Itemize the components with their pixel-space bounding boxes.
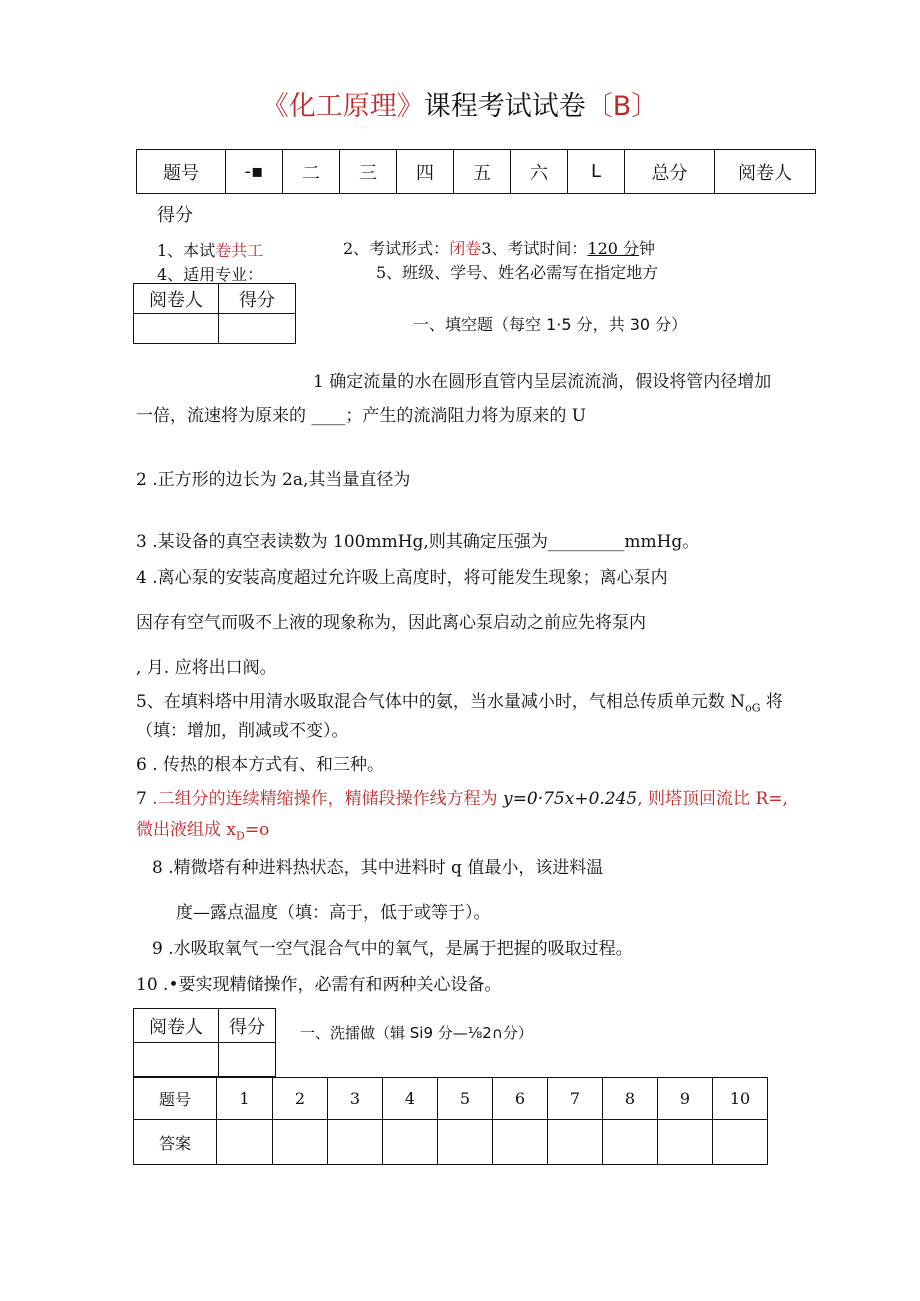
score-header-cell: 六	[511, 150, 568, 194]
answer-number: 2	[273, 1078, 328, 1120]
grader-box-2	[133, 1008, 276, 1077]
question-5-text-a: 5、在填料塔中用清水吸取混合气体中的氨，当水量减小时，气相总传质单元数 N	[136, 692, 746, 712]
answer-cell[interactable]	[273, 1120, 328, 1165]
info-item-1-red: 卷共工	[215, 241, 264, 260]
question-1-line-2: 一倍，流速将为原来的 ____；产生的流淌阻力将为原来的 U	[136, 406, 587, 426]
answer-cell[interactable]	[328, 1120, 383, 1165]
answer-number: 9	[658, 1078, 713, 1120]
title-course: 《化工原理》	[261, 91, 424, 122]
question-7-text-red-2: , 则塔顶回流比 R=,	[637, 789, 788, 809]
grader-score-cell[interactable]	[219, 1043, 276, 1077]
answer-number: 7	[548, 1078, 603, 1120]
answer-cell[interactable]	[493, 1120, 548, 1165]
info-items-2-3	[343, 236, 655, 259]
question-4-line-2: 因存有空气而吸不上液的现象称为，因此离心泵启动之前应先将泵内	[136, 613, 646, 633]
title-variant: 〔B〕	[585, 91, 659, 122]
info-item-2-red: 闭卷	[449, 239, 482, 258]
answer-row-label: 答案	[134, 1120, 217, 1165]
info-item-2-prefix: 2、考试形式：	[343, 239, 450, 258]
answer-cell[interactable]	[383, 1120, 438, 1165]
question-7-number: 7	[136, 789, 153, 809]
question-5-line-2: （填：增加，削减或不变）。	[136, 721, 349, 741]
score-label: 得分	[157, 205, 193, 226]
answer-cell[interactable]	[603, 1120, 658, 1165]
score-header-cell: 四	[397, 150, 454, 194]
grader-box-row	[134, 284, 296, 314]
question-2: 2 .正方形的边长为 2a,其当量直径为	[136, 470, 411, 490]
section-2-title: 一、洗擂做（辑 Si9 分—⅛2∩分）	[300, 1024, 533, 1042]
grader-box-row	[134, 1009, 276, 1043]
question-7-subscript: D	[236, 829, 245, 843]
answer-cell[interactable]	[217, 1120, 273, 1165]
score-header-cell: 阅卷人	[715, 150, 816, 194]
answer-cell[interactable]	[548, 1120, 603, 1165]
question-9: 9 .水吸取氧气一空气混合气中的氧气，是属于把握的吸取过程。	[152, 939, 633, 959]
section-1-title: 一、填空题（每空 1·5 分，共 30 分）	[413, 315, 688, 334]
answer-table-row-numbers	[134, 1078, 768, 1120]
answer-number: 4	[383, 1078, 438, 1120]
answer-cell[interactable]	[713, 1120, 768, 1165]
score-header-cell: L	[568, 150, 625, 194]
grader-cell[interactable]	[134, 1043, 219, 1077]
answer-number: 10	[713, 1078, 768, 1120]
question-7-line-2-end: =o	[244, 820, 270, 840]
grader-box-row	[134, 314, 296, 344]
question-4-line-3: , 月. 应将出口阀。	[136, 658, 277, 678]
title-main: 课程考试试卷	[423, 91, 586, 122]
question-5-line-1	[136, 687, 783, 714]
score-table	[136, 149, 816, 194]
info-item-3: 3、考试时间：	[481, 239, 588, 258]
info-item-3-value: 120 分	[587, 239, 640, 258]
question-7-text-red: .二组分的连续精缩操作，精储段操作线方程为	[152, 789, 504, 809]
info-item-4: 4、适用专业：	[157, 265, 264, 284]
score-header-cell: 五	[454, 150, 511, 194]
info-item-1	[157, 238, 263, 261]
question-7-equation: y=0·75x+0.245	[503, 789, 638, 809]
question-7-line-2	[136, 815, 269, 842]
info-item-1-prefix: 1、本试	[157, 241, 216, 260]
grader-score-label: 得分	[219, 284, 296, 314]
answer-number: 3	[328, 1078, 383, 1120]
exam-title	[0, 84, 920, 123]
grader-label: 阅卷人	[134, 284, 219, 314]
score-header-cell: 二	[283, 150, 340, 194]
score-header-cell: 三	[340, 150, 397, 194]
answer-cell[interactable]	[658, 1120, 713, 1165]
grader-score-label: 得分	[219, 1009, 276, 1043]
score-header-cell: 总分	[625, 150, 715, 194]
question-8-line-2: 度—露点温度（填：高于，低于或等于）。	[176, 903, 491, 923]
score-header-cell: -▪	[226, 150, 283, 194]
question-4-line-1: 4 .离心泵的安装高度超过允许吸上高度时，将可能发生现象；离心泵内	[136, 568, 668, 588]
answer-number: 8	[603, 1078, 658, 1120]
grader-box-1	[133, 283, 296, 344]
question-3: 3 .某设备的真空表读数为 100mmHg,则其确定压强为_________mmHg。	[136, 532, 700, 552]
question-6: 6 . 传热的根本方式有、和三种。	[136, 755, 385, 775]
question-8-line-1: 8 .精微塔有种进料热状态，其中进料时 q 值最小，该进料温	[152, 858, 604, 878]
question-1-line-1: 1 确定流量的水在圆形直管内呈层流流淌，假设将管内径增加	[313, 372, 772, 392]
score-header-cell: 题号	[137, 150, 226, 194]
question-7-line-2-text: 微出液组成 x	[136, 820, 236, 840]
answer-number: 6	[493, 1078, 548, 1120]
question-7-line-1	[136, 784, 788, 809]
info-item-5: 5、班级、学号、姓名必需写在指定地方	[376, 263, 659, 282]
info-item-3-suffix: 钟	[639, 239, 656, 258]
score-table-row	[137, 150, 816, 194]
answer-number: 5	[438, 1078, 493, 1120]
grader-label: 阅卷人	[134, 1009, 219, 1043]
question-10: 10 .•要实现精储操作，必需有和两种关心设备。	[136, 975, 502, 995]
question-5-text-b: 将	[760, 692, 783, 712]
grader-cell[interactable]	[134, 314, 219, 344]
answer-table	[133, 1077, 768, 1165]
grader-box-row	[134, 1043, 276, 1077]
answer-cell[interactable]	[438, 1120, 493, 1165]
grader-score-cell[interactable]	[219, 314, 296, 344]
answer-row-label: 题号	[134, 1078, 217, 1120]
question-5-subscript: oG	[745, 701, 761, 715]
answer-number: 1	[217, 1078, 273, 1120]
answer-table-row-answers	[134, 1120, 768, 1165]
